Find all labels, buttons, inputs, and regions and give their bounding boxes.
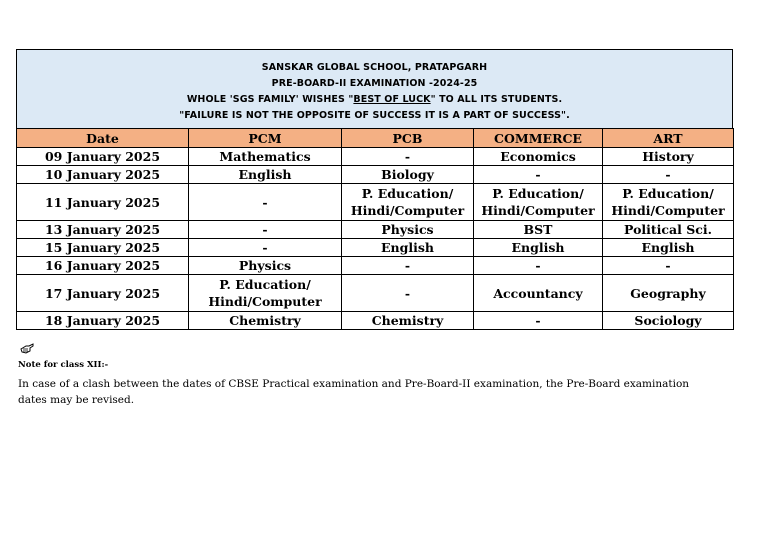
cell-pcm: Physics [189,257,342,275]
cell-commerce: Economics [474,148,603,166]
cell-art: Political Sci. [603,221,734,239]
cell-pcm: - [189,184,342,221]
cell-date: 18 January 2025 [17,312,189,330]
table-row [17,312,734,330]
cell-commerce: - [474,166,603,184]
cell-art: - [603,257,734,275]
cell-pcb: Physics [342,221,474,239]
table-row [17,239,734,257]
cell-date: 15 January 2025 [17,239,189,257]
cell-art: - [603,166,734,184]
motivational-quote: "FAILURE IS NOT THE OPPOSITE OF SUCCESS IT IS A PART OF SUCCESS". [179,110,570,121]
cell-pcm: - [189,221,342,239]
pointing-hand-icon [20,343,34,358]
table-header-row [17,129,734,148]
cell-art: P. Education/ Hindi/Computer [603,184,734,221]
cell-pcb: - [342,257,474,275]
datesheet [16,49,733,330]
cell-art: Geography [603,275,734,312]
table-row [17,148,734,166]
exam-title: PRE-BOARD-II EXAMINATION -2024-25 [271,78,478,89]
table-row [17,257,734,275]
cell-commerce: Accountancy [474,275,603,312]
best-of-luck: BEST OF LUCK [353,94,431,105]
table-row [17,275,734,312]
cell-pcm: P. Education/ Hindi/Computer [189,275,342,312]
cell-art: History [603,148,734,166]
col-pcb: PCB [342,129,474,148]
cell-pcm: Mathematics [189,148,342,166]
note-body: In case of a clash between the dates of CBSE Practical examination and Pre-Board-II examination, the Pre-Board examination dates may be revised. [18,378,690,406]
table-row [17,184,734,221]
cell-commerce: - [474,312,603,330]
col-date: Date [17,129,189,148]
cell-pcb: English [342,239,474,257]
note-title: Note for class XII:- [18,360,109,370]
col-art: ART [603,129,734,148]
cell-commerce: P. Education/ Hindi/Computer [474,184,603,221]
cell-date: 09 January 2025 [17,148,189,166]
col-commerce: COMMERCE [474,129,603,148]
cell-date: 10 January 2025 [17,166,189,184]
cell-date: 11 January 2025 [17,184,189,221]
cell-pcb: - [342,275,474,312]
schedule-table [16,128,734,330]
cell-date: 13 January 2025 [17,221,189,239]
cell-pcm: Chemistry [189,312,342,330]
cell-commerce: - [474,257,603,275]
cell-art: Sociology [603,312,734,330]
cell-pcb: P. Education/ Hindi/Computer [342,184,474,221]
cell-pcm: - [189,239,342,257]
cell-pcm: English [189,166,342,184]
cell-commerce: BST [474,221,603,239]
wish-line: WHOLE 'SGS FAMILY' WISHES "BEST OF LUCK" TO ALL ITS STUDENTS. [186,94,563,105]
table-row [17,166,734,184]
cell-pcb: - [342,148,474,166]
cell-art: English [603,239,734,257]
table-row [17,221,734,239]
cell-pcb: Chemistry [342,312,474,330]
cell-date: 17 January 2025 [17,275,189,312]
cell-pcb: Biology [342,166,474,184]
col-pcm: PCM [189,129,342,148]
datesheet-header [16,49,733,128]
cell-date: 16 January 2025 [17,257,189,275]
school-name: SANSKAR GLOBAL SCHOOL, PRATAPGARH [261,62,488,73]
cell-commerce: English [474,239,603,257]
